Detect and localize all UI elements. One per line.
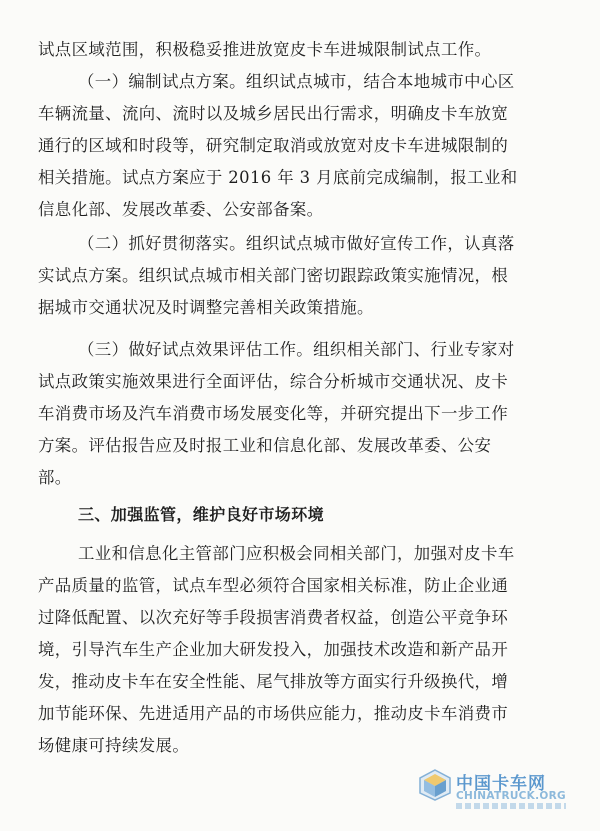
text-line: （三）做好试点效果评估工作。组织相关部门、行业专家对 (78, 340, 515, 359)
watermark-subline (456, 803, 566, 809)
text-line: 过降低配置、以次充好等手段损害消费者权益，创造公平竞争环 (38, 608, 509, 627)
watermark-name-en: CHINATRUCK.ORG (456, 790, 566, 802)
text-line: 工业和信息化主管部门应积极会同相关部门，加强对皮卡车 (78, 544, 515, 563)
text-line: 试点区域范围，积极稳妥推进放宽皮卡车进城限制试点工作。 (38, 40, 492, 59)
text-line: 境，引导汽车生产企业加大研发投入，加强技术改造和新产品开 (38, 640, 509, 659)
text-line: 车消费市场及汽车消费市场发展变化等，并研究提出下一步工作 (38, 404, 509, 423)
watermark-name-cn: 中国卡车网 (456, 774, 546, 794)
text-line: 据城市交通状况及时调整完善相关政策措施。 (38, 298, 374, 317)
text-line: 信息化部、发展改革委、公安部备案。 (38, 200, 324, 219)
chinatruck-logo-icon (418, 769, 452, 801)
text-line: 相关措施。试点方案应于 2016 年 3 月底前完成编制，报工业和 (38, 168, 518, 187)
text-line: 车辆流量、流向、流时以及城乡居民出行需求，明确皮卡车放宽 (38, 104, 509, 123)
text-line: （二）抓好贯彻落实。组织试点城市做好宣传工作，认真落 (78, 234, 515, 253)
text-line: 产品质量的监管，试点车型必须符合国家相关标准，防止企业通 (38, 576, 509, 595)
text-line: 加节能环保、先进适用产品的市场供应能力，推动皮卡车消费市 (38, 704, 509, 723)
watermark (418, 767, 574, 813)
text-line: 实试点方案。组织试点城市相关部门密切跟踪政策实施情况，根 (38, 266, 509, 285)
text-line: 部。 (38, 468, 72, 487)
text-line: （一）编制试点方案。组织试点城市，结合本地城市中心区 (78, 72, 515, 91)
text-line: 通行的区域和时段等，研究制定取消或放宽对皮卡车进城限制的 (38, 136, 509, 155)
text-line: 发，推动皮卡车在安全性能、尾气排放等方面实行升级换代，增 (38, 672, 509, 691)
text-line: 方案。评估报告应及时报工业和信息化部、发展改革委、公安 (38, 436, 492, 455)
text-line: 试点政策实施效果进行全面评估，综合分析城市交通状况、皮卡 (38, 372, 509, 391)
text-line: 场健康可持续发展。 (38, 736, 190, 755)
section-heading: 三、加强监管，维护良好市场环境 (78, 505, 325, 524)
